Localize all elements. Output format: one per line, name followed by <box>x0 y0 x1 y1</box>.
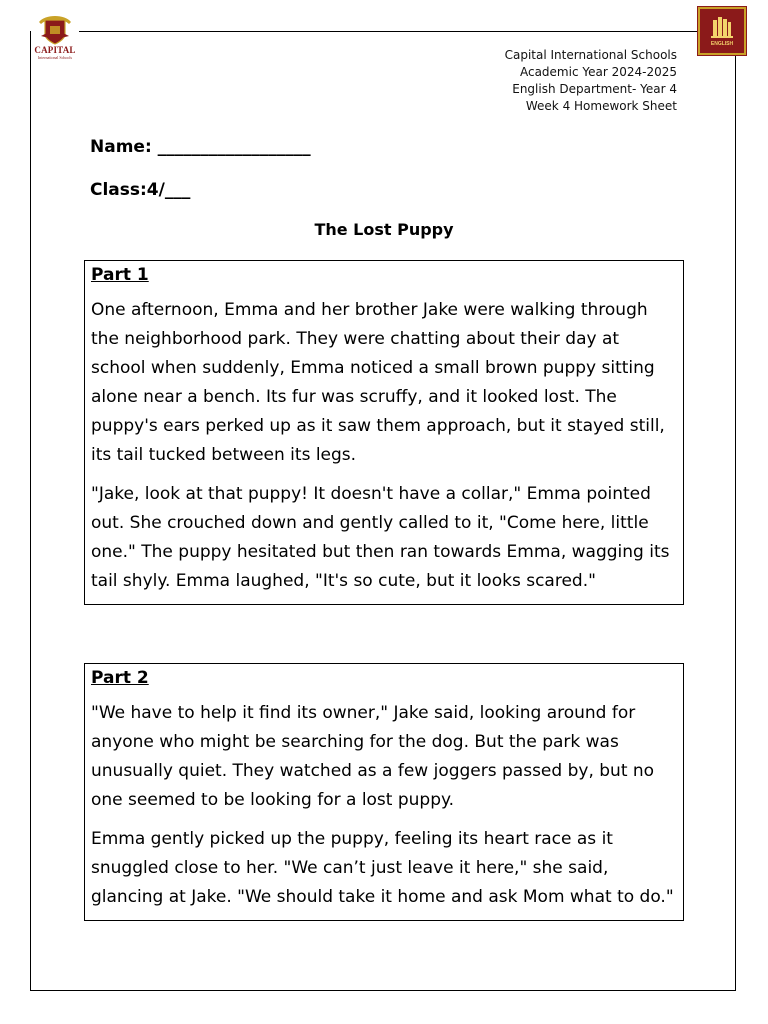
academic-year: Academic Year 2024-2025 <box>519 65 677 79</box>
class-field: Class:4/___ <box>90 180 191 200</box>
story-part-1 <box>84 260 684 605</box>
part-heading: Part 1 <box>91 265 149 285</box>
story-part-2 <box>84 663 684 921</box>
paragraph: "Jake, look at that puppy! It doesn't have a collar," Emma pointed out. She crouched down and gently called to it, "Come here, little one." The puppy hesitated but then ran towards Emma, wagging its tail shyly. Emma laughed, "It's so cute, but it looks scared." <box>91 484 670 591</box>
school-name: Capital International Schools <box>504 48 677 62</box>
books-icon <box>700 12 744 42</box>
story-title: The Lost Puppy <box>314 220 454 239</box>
paragraph: "We have to help it find its owner," Jake said, looking around for anyone who might be searching for the dog. But the park was unusually quiet. They watched as a few joggers passed by, but no one seemed to be looking for a lost puppy. <box>91 703 655 810</box>
english-logo-label: ENGLISH <box>710 41 734 47</box>
school-logo <box>31 12 79 66</box>
logo-subtitle: International Schools <box>37 55 73 60</box>
part-heading: Part 2 <box>91 668 149 688</box>
department-name: English Department- Year 4 <box>512 82 677 96</box>
paragraph: One afternoon, Emma and her brother Jake were walking through the neighborhood park. They were chatting about their day at school when suddenly, Emma noticed a small brown puppy sitting alone near a bench. Its fur was scruffy, and it looked lost. The puppy's ears perked up as it saw them approach, but it stayed still, its tail tucked between its legs. <box>91 300 665 465</box>
english-department-logo <box>698 7 746 55</box>
paragraph: Emma gently picked up the puppy, feeling its heart race as it snuggled close to her. "We can’t just leave it here," she said, glancing at Jake. "We should take it home and ask Mom what to do." <box>91 829 674 907</box>
logo-wordmark: CAPITAL <box>34 45 76 55</box>
sheet-name: Week 4 Homework Sheet <box>525 99 677 113</box>
name-field: Name: __________________ <box>90 137 311 157</box>
crest-icon <box>35 12 75 46</box>
document-header <box>505 47 677 115</box>
